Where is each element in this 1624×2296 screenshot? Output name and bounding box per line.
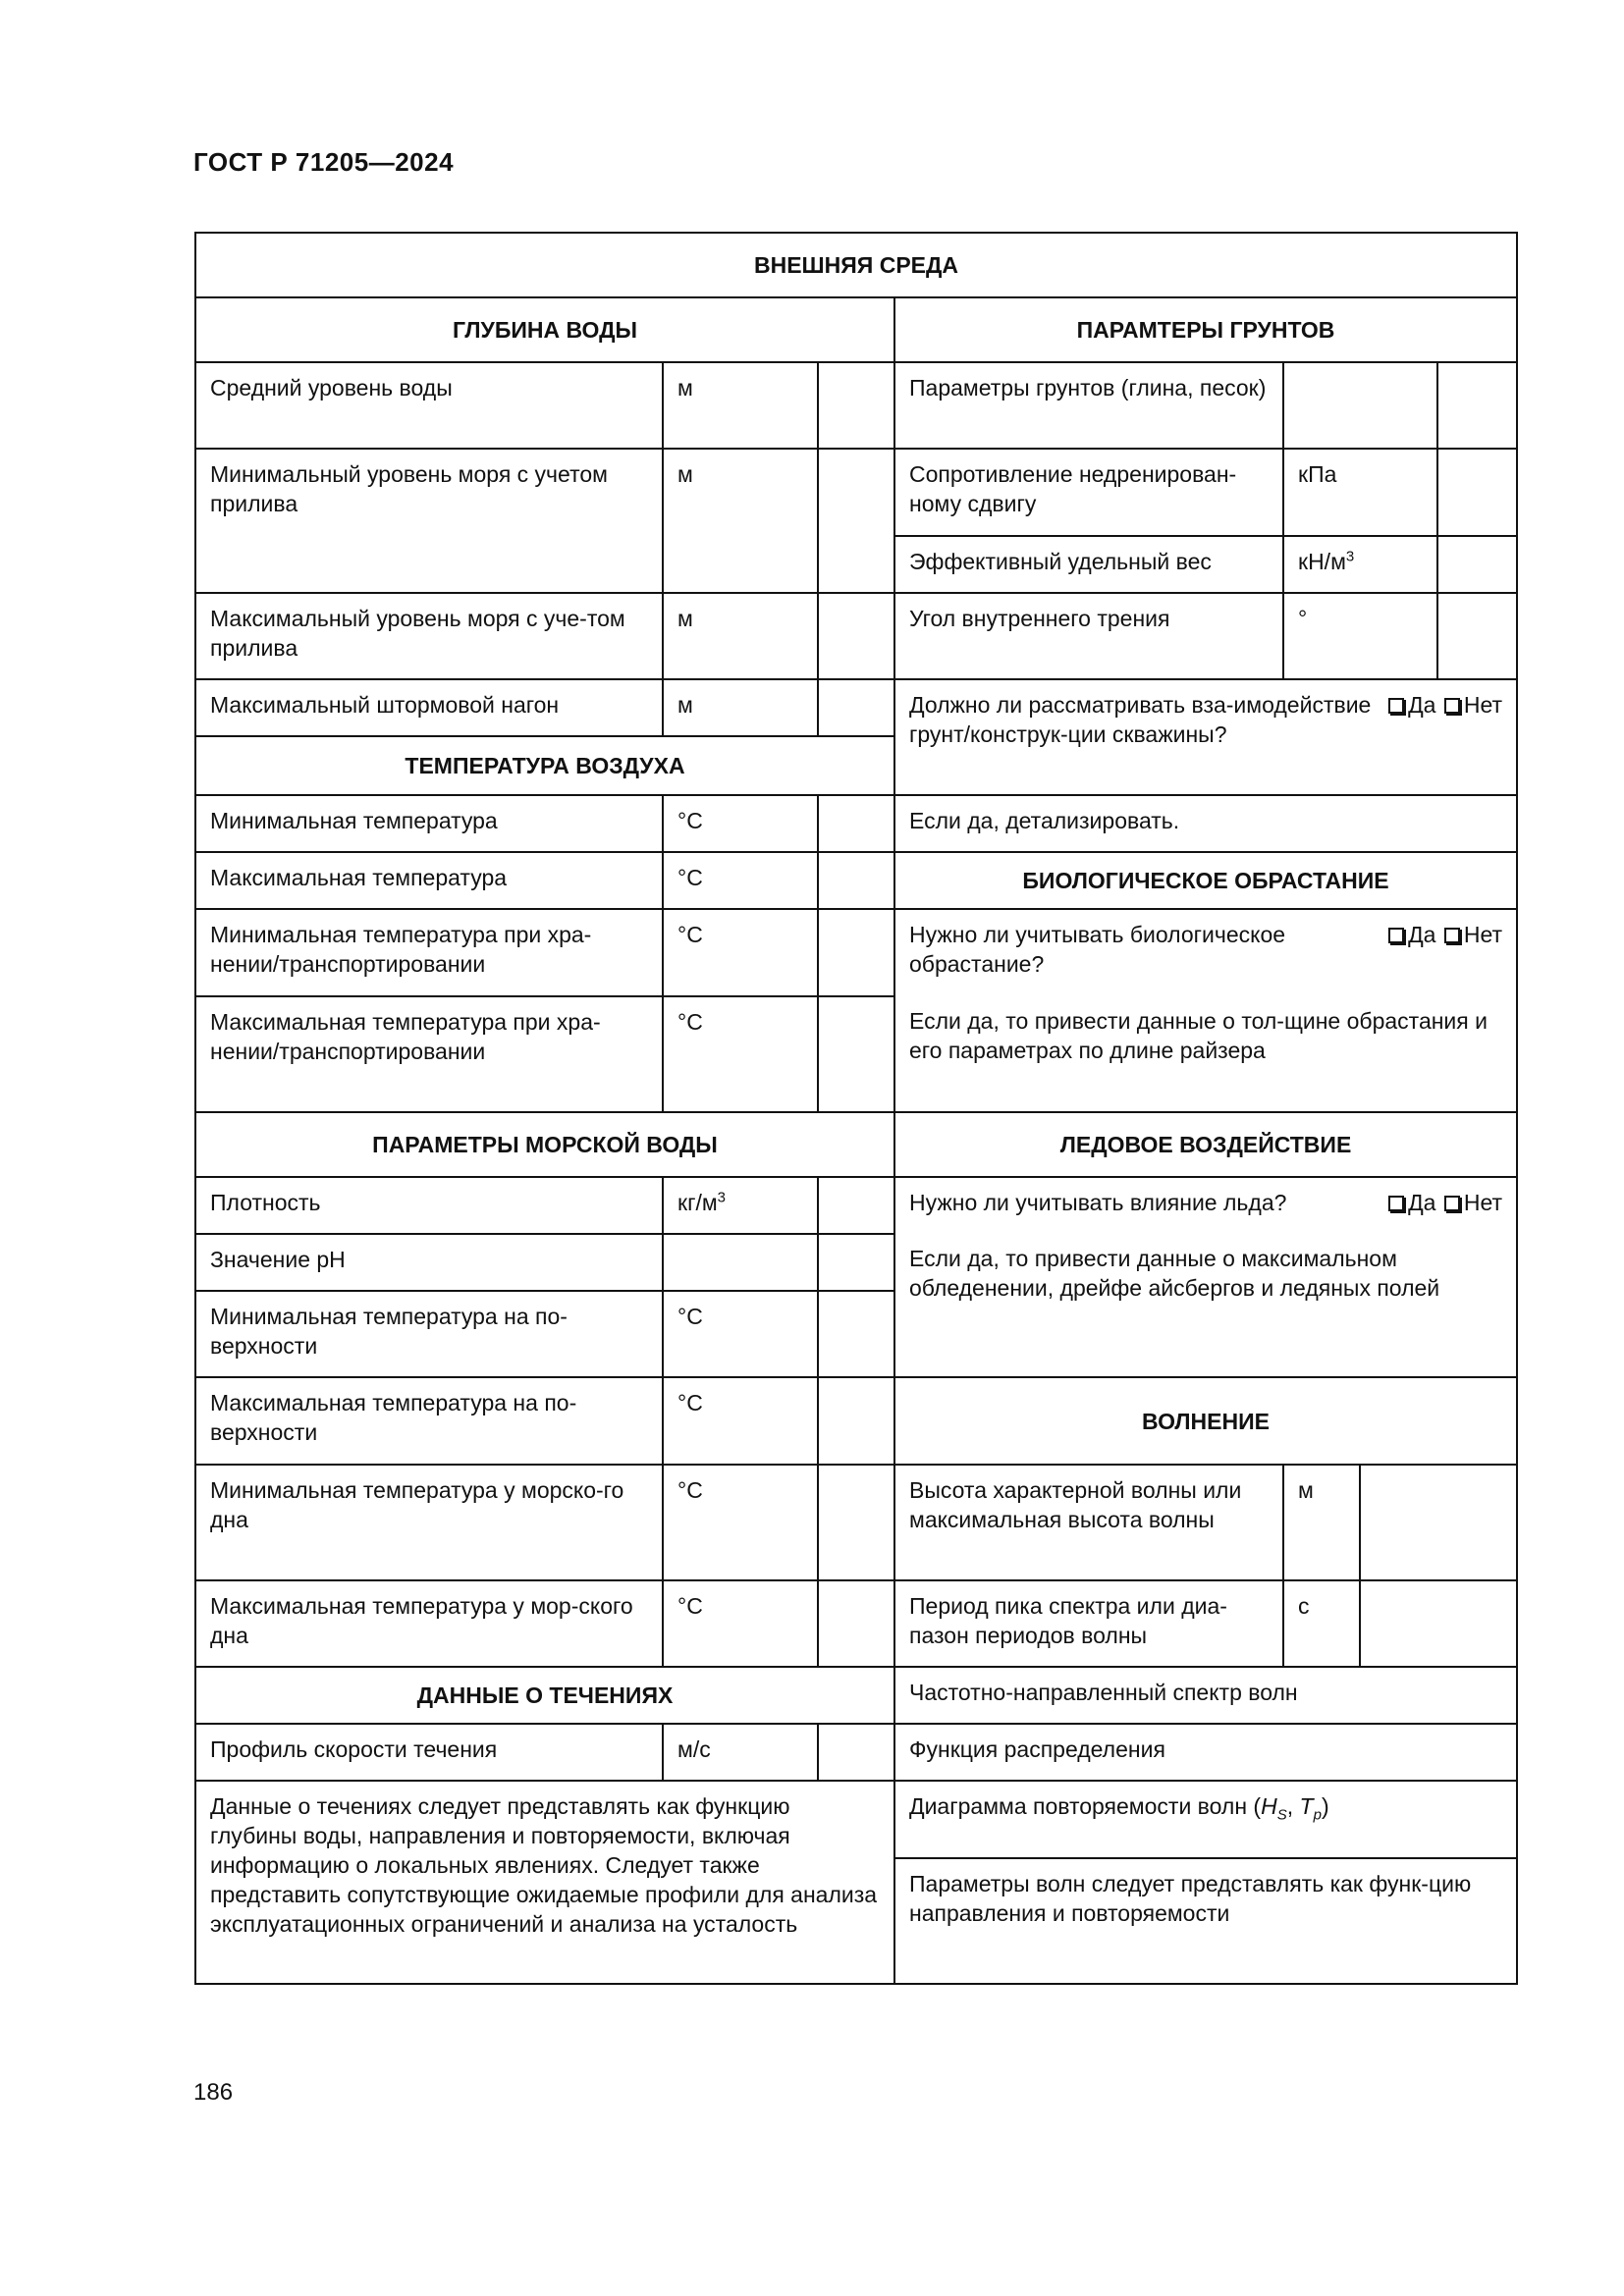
wave-period-unit: с [1283,1580,1360,1667]
ice-heading: ЛЕДОВОЕ ВОЗДЕЙСТВИЕ [894,1112,1517,1177]
mean-water-level-label: Средний уровень воды [195,362,663,449]
biofouling-options [1386,920,1502,949]
min-seabed-temp-value[interactable] [818,1465,894,1580]
storm-surge-label: Максимальный штормовой нагон [195,679,663,736]
min-surface-temp-value[interactable] [818,1291,894,1377]
water-depth-heading: ГЛУБИНА ВОДЫ [195,297,894,362]
wave-height-label: Высота характерной волны или максимальная высота волны [894,1465,1283,1580]
ice-options [1386,1188,1502,1217]
min-air-temp-unit: °C [663,795,818,852]
biofouling-question-cell [894,909,1517,995]
soil-interaction-question: Должно ли рассматривать вза-имодействие грунт/конструк-ции скважины? [909,691,1372,747]
min-storage-temp-unit: °C [663,909,818,995]
max-seabed-temp-value[interactable] [818,1580,894,1667]
biofouling-detail: Если да, то привести данные о тол-щине обрастания и его параметрах по длине райзера [894,996,1517,1112]
current-profile-value[interactable] [818,1724,894,1781]
ph-unit [663,1234,818,1291]
wave-height-value[interactable] [1360,1465,1517,1580]
yes-label: Да [1408,922,1436,948]
document-header: ГОСТ Р 71205—2024 [193,147,455,177]
currents-heading: ДАННЫЕ О ТЕЧЕНИЯХ [195,1667,894,1724]
distribution-function: Функция распределения [894,1724,1517,1781]
soil-type-value[interactable] [1437,362,1517,449]
effective-weight-label: Эффективный удельный вес [894,536,1283,593]
storm-surge-value[interactable] [818,679,894,736]
min-sea-level-unit: м [663,449,818,592]
max-storage-temp-value[interactable] [818,996,894,1112]
no-checkbox[interactable] [1444,698,1460,714]
ice-question: Нужно ли учитывать влияние льда? [909,1190,1287,1216]
no-label: Нет [1463,691,1503,718]
wave-period-value[interactable] [1360,1580,1517,1667]
min-surface-temp-label: Минимальная температура на по-верхности [195,1291,663,1377]
friction-angle-label: Угол внутреннего трения [894,593,1283,679]
yes-checkbox[interactable] [1388,928,1404,943]
max-air-temp-value[interactable] [818,852,894,909]
mean-water-level-unit: м [663,362,818,449]
max-storage-temp-unit: °C [663,996,818,1112]
effective-weight-unit: $кН/м^3$ [1283,536,1437,593]
no-label: Нет [1463,922,1503,948]
min-air-temp-value[interactable] [818,795,894,852]
wave-spectrum: Частотно-направленный спектр волн [894,1667,1517,1724]
no-checkbox[interactable] [1444,928,1460,943]
max-storage-temp-label: Максимальная температура при хра-нении/транспортировании [195,996,663,1112]
wave-period-label: Период пика спектра или диа-пазон периодов волны [894,1580,1283,1667]
min-seabed-temp-unit: °C [663,1465,818,1580]
max-surface-temp-unit: °C [663,1377,818,1464]
current-profile-label: Профиль скорости течения [195,1724,663,1781]
soil-heading: ПАРАМТЕРЫ ГРУНТОВ [894,297,1517,362]
max-sea-level-label: Максимальный уровень моря с уче-том прилива [195,593,663,679]
mean-water-level-value[interactable] [818,362,894,449]
soil-detail: Если да, детализировать. [894,795,1517,852]
min-air-temp-label: Минимальная температура [195,795,663,852]
no-label: Нет [1463,1190,1503,1216]
soil-type-label: Параметры грунтов (глина, песок) [894,362,1283,449]
friction-angle-unit: ° [1283,593,1437,679]
ice-detail: Если да, то привести данные о максимальном обледенении, дрейфе айсбергов и ледяных полей [894,1234,1517,1377]
biofouling-heading: БИОЛОГИЧЕСКОЕ ОБРАСТАНИЕ [894,852,1517,909]
air-temperature-heading: ТЕМПЕРАТУРА ВОЗДУХА [195,736,894,795]
max-sea-level-unit: м [663,593,818,679]
environment-table [194,232,1518,1985]
min-storage-temp-label: Минимальная температура при хра-нении/транспортировании [195,909,663,995]
effective-weight-value[interactable] [1437,536,1517,593]
density-unit: $кг/м^3$ [663,1177,818,1234]
wave-height-unit: м [1283,1465,1360,1580]
biofouling-question: Нужно ли учитывать биологическое обрастание? [909,922,1286,978]
max-surface-temp-label: Максимальная температура на по-верхности [195,1377,663,1464]
page-number: 186 [193,2079,234,2106]
max-sea-level-value[interactable] [818,593,894,679]
min-storage-temp-value[interactable] [818,909,894,995]
undrained-shear-value[interactable] [1437,449,1517,535]
yes-checkbox[interactable] [1388,698,1404,714]
density-value[interactable] [818,1177,894,1234]
max-seabed-temp-unit: °C [663,1580,818,1667]
max-surface-temp-value[interactable] [818,1377,894,1464]
waves-note: Параметры волн следует представлять как функ-цию направления и повторяемости [894,1858,1517,1984]
density-label: Плотность [195,1177,663,1234]
max-air-temp-unit: °C [663,852,818,909]
waves-heading: ВОЛНЕНИЕ [894,1377,1517,1464]
undrained-shear-unit: кПа [1283,449,1437,535]
seawater-heading: ПАРАМЕТРЫ МОРСКОЙ ВОДЫ [195,1112,894,1177]
undrained-shear-label: Сопротивление недренирован-ному сдвигу [894,449,1283,535]
min-seabed-temp-label: Минимальная температура у морско-го дна [195,1465,663,1580]
soil-interaction-cell [894,679,1517,795]
currents-note: Данные о течениях следует представлять как функцию глубины воды, направления и повторяемости, включая информацию о локальных явлениях. Следует также представить сопутствующие ожидаемые профили для анализа эксплуатационных ограничений и анализа на усталость [195,1781,894,1984]
ph-label: Значение pH [195,1234,663,1291]
ph-value[interactable] [818,1234,894,1291]
yes-label: Да [1408,1190,1436,1216]
friction-angle-value[interactable] [1437,593,1517,679]
table-title: ВНЕШНЯЯ СРЕДА [195,233,1517,297]
min-surface-temp-unit: °C [663,1291,818,1377]
yes-label: Да [1408,691,1436,718]
min-sea-level-label: Минимальный уровень моря с учетом прилива [195,449,663,592]
soil-interaction-options [1386,690,1502,720]
wave-diagram: Диаграмма повторяемости волн ($H_S$, $T_p$) [894,1781,1517,1857]
yes-checkbox[interactable] [1388,1196,1404,1211]
max-air-temp-label: Максимальная температура [195,852,663,909]
ice-question-cell [894,1177,1517,1234]
no-checkbox[interactable] [1444,1196,1460,1211]
max-seabed-temp-label: Максимальная температура у мор-ского дна [195,1580,663,1667]
soil-type-unit [1283,362,1437,449]
current-profile-unit: м/с [663,1724,818,1781]
min-sea-level-value[interactable] [818,449,894,592]
storm-surge-unit: м [663,679,818,736]
